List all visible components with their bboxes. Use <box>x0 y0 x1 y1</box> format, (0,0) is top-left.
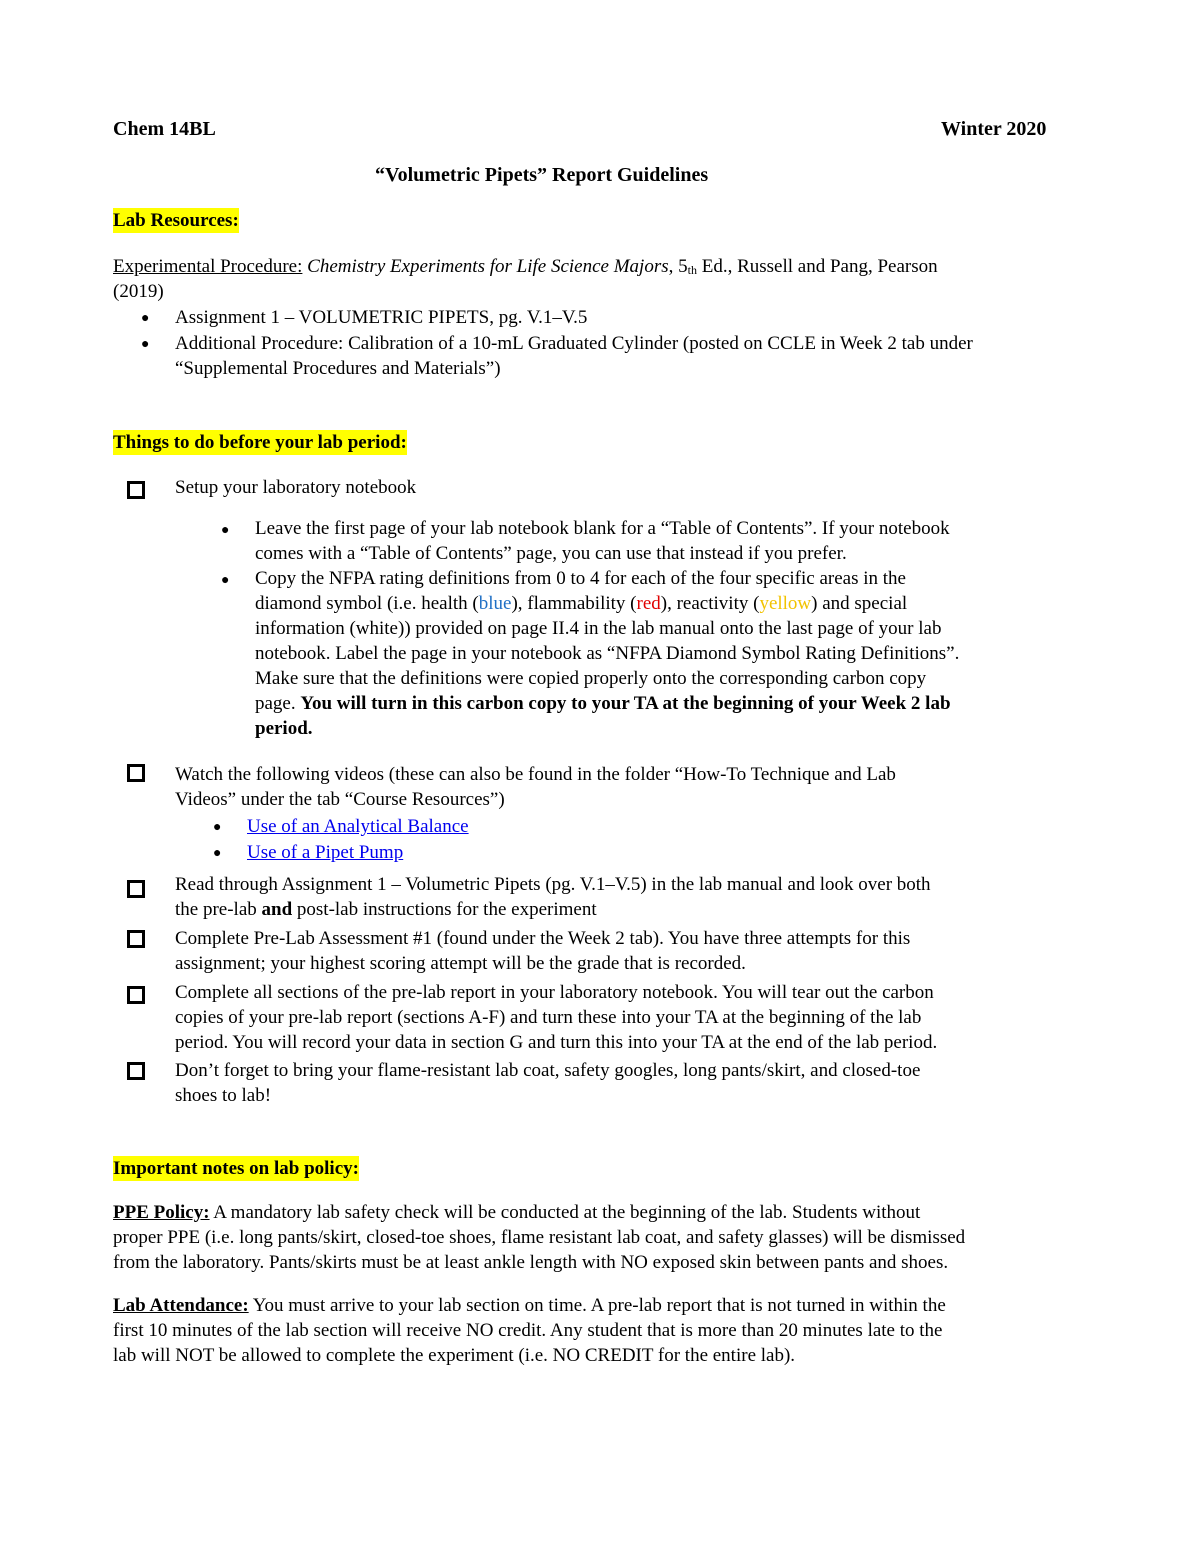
book-title: Chemistry Experiments for Life Science Majors <box>307 256 669 277</box>
attendance-label: Lab Attendance: <box>113 1295 249 1316</box>
setup-bullet2-line3: information (white)) provided on page II.4 in the lab manual onto the last page of your lab <box>255 618 942 639</box>
ppe-policy-line1 <box>113 1200 920 1225</box>
ppe-policy-label: PPE Policy: <box>113 1202 210 1223</box>
ppe-reminder-line1: Don’t forget to bring your flame-resistant lab coat, safety googles, long pants/skirt, and closed-toe <box>175 1060 921 1081</box>
resource-item-2-cont: “Supplemental Procedures and Materials”) <box>175 358 501 379</box>
setup-bullet2-line1: Copy the NFPA rating definitions from 0 to 4 for each of the four specific areas in the <box>255 568 906 589</box>
setup-bullet1-line1: Leave the first page of your lab notebook blank for a “Table of Contents”. If your notebook <box>255 518 950 539</box>
edition-post: Ed., Russell and Pang, Pearson <box>696 256 938 277</box>
lab-resources-heading: Lab Resources: <box>113 210 239 231</box>
ppe-reminder-line2: shoes to lab! <box>175 1085 272 1106</box>
todo-heading: Things to do before your lab period: <box>113 432 407 453</box>
flammability-color-word: red <box>636 593 661 614</box>
resource-item-1: Assignment 1 – VOLUMETRIC PIPETS, pg. V.1–V.5 <box>175 307 588 328</box>
videos-line2: Videos” under the tab “Course Resources”) <box>175 789 505 810</box>
ppe-policy-line3: from the laboratory. Pants/skirts must be at least ankle length with NO exposed skin between pants and shoes. <box>113 1252 949 1273</box>
bullet-icon: ● <box>221 523 230 538</box>
text-segment: diamond symbol (i.e. health ( <box>255 593 479 614</box>
health-color-word: blue <box>478 593 512 614</box>
prelab-assessment-checkbox[interactable] <box>127 930 145 948</box>
text-segment: ) and special <box>811 593 908 614</box>
bullet-icon: ● <box>141 311 150 326</box>
setup-bullet2-line6 <box>255 691 951 716</box>
read-checkbox[interactable] <box>127 880 145 898</box>
report-line1: Complete all sections of the pre-lab report in your laboratory notebook. You will tear out the carbon <box>175 982 934 1003</box>
edition-pre: , 5 <box>668 256 688 277</box>
reactivity-color-word: yellow <box>759 593 812 614</box>
text-segment-bold: You will turn in this carbon copy to your TA at the beginning of your Week 2 lab <box>300 693 951 714</box>
setup-bullet2-line5: Make sure that the definitions were copied properly onto the corresponding carbon copy <box>255 668 927 689</box>
text-segment: the pre-lab <box>175 899 262 920</box>
analytical-balance-video-link[interactable]: Use of an Analytical Balance <box>247 816 469 837</box>
resource-item-2: Additional Procedure: Calibration of a 10-mL Graduated Cylinder (posted on CCLE in Week 2 tab under <box>175 333 973 354</box>
course-name: Chem 14BL <box>113 118 216 140</box>
text-segment: ), flammability ( <box>511 593 637 614</box>
term: Winter 2020 <box>941 118 1047 140</box>
text-segment-bold: and <box>261 899 293 920</box>
attendance-line1 <box>113 1293 946 1318</box>
bullet-icon: ● <box>221 573 230 588</box>
policy-heading: Important notes on lab policy: <box>113 1158 359 1179</box>
text-segment: page. <box>255 693 301 714</box>
procedure-label: Experimental Procedure: <box>113 256 303 277</box>
procedure-year: (2019) <box>113 281 164 302</box>
ppe-reminder-checkbox[interactable] <box>127 1062 145 1080</box>
bullet-icon: ● <box>213 820 222 835</box>
attendance-line3: lab will NOT be allowed to complete the experiment (i.e. NO CREDIT for the entire lab). <box>113 1345 796 1366</box>
setup-bullet2-line4: notebook. Label the page in your notebook as “NFPA Diamond Symbol Rating Definitions”. <box>255 643 960 664</box>
prelab-line1: Complete Pre-Lab Assessment #1 (found under the Week 2 tab). You have three attempts for this <box>175 928 911 949</box>
text-segment: You must arrive to your lab section on time. A pre-lab report that is not turned in within the <box>248 1295 946 1316</box>
text-segment: post-lab instructions for the experiment <box>292 899 597 920</box>
setup-checkbox[interactable] <box>127 481 145 499</box>
read-line2 <box>175 897 597 922</box>
setup-bullet1-line2: comes with a “Table of Contents” page, you can use that instead if you prefer. <box>255 543 847 564</box>
setup-bullet2-line2 <box>255 591 907 616</box>
read-line1: Read through Assignment 1 – Volumetric Pipets (pg. V.1–V.5) in the lab manual and look over both <box>175 874 931 895</box>
ppe-policy-line2: proper PPE (i.e. long pants/skirt, closed-toe shoes, flame resistant lab coat, and safety glasses) will be dismissed <box>113 1227 966 1248</box>
prelab-line2: assignment; your highest scoring attempt will be the grade that is recorded. <box>175 953 746 974</box>
bullet-icon: ● <box>141 337 150 352</box>
page-title: “Volumetric Pipets” Report Guidelines <box>375 164 709 186</box>
prelab-report-checkbox[interactable] <box>127 986 145 1004</box>
setup-bullet2-line7: period. <box>255 718 313 739</box>
attendance-line2: first 10 minutes of the lab section will receive NO credit. Any student that is more than 20 minutes late to the <box>113 1320 943 1341</box>
setup-label: Setup your laboratory notebook <box>175 477 417 498</box>
report-line3: period. You will record your data in section G and turn this into your TA at the end of the lab period. <box>175 1032 938 1053</box>
text-segment: ), reactivity ( <box>660 593 760 614</box>
videos-line1: Watch the following videos (these can also be found in the folder “How-To Technique and Lab <box>175 764 896 785</box>
edition-sup: th <box>687 263 697 277</box>
pipet-pump-video-link[interactable]: Use of a Pipet Pump <box>247 842 404 863</box>
text-segment: A mandatory lab safety check will be conducted at the beginning of the lab. Students without <box>209 1202 921 1223</box>
report-line2: copies of your pre-lab report (sections A-F) and turn these into your TA at the beginning of the lab <box>175 1007 922 1028</box>
procedure-line <box>113 254 938 283</box>
videos-checkbox[interactable] <box>127 764 145 782</box>
bullet-icon: ● <box>213 846 222 861</box>
